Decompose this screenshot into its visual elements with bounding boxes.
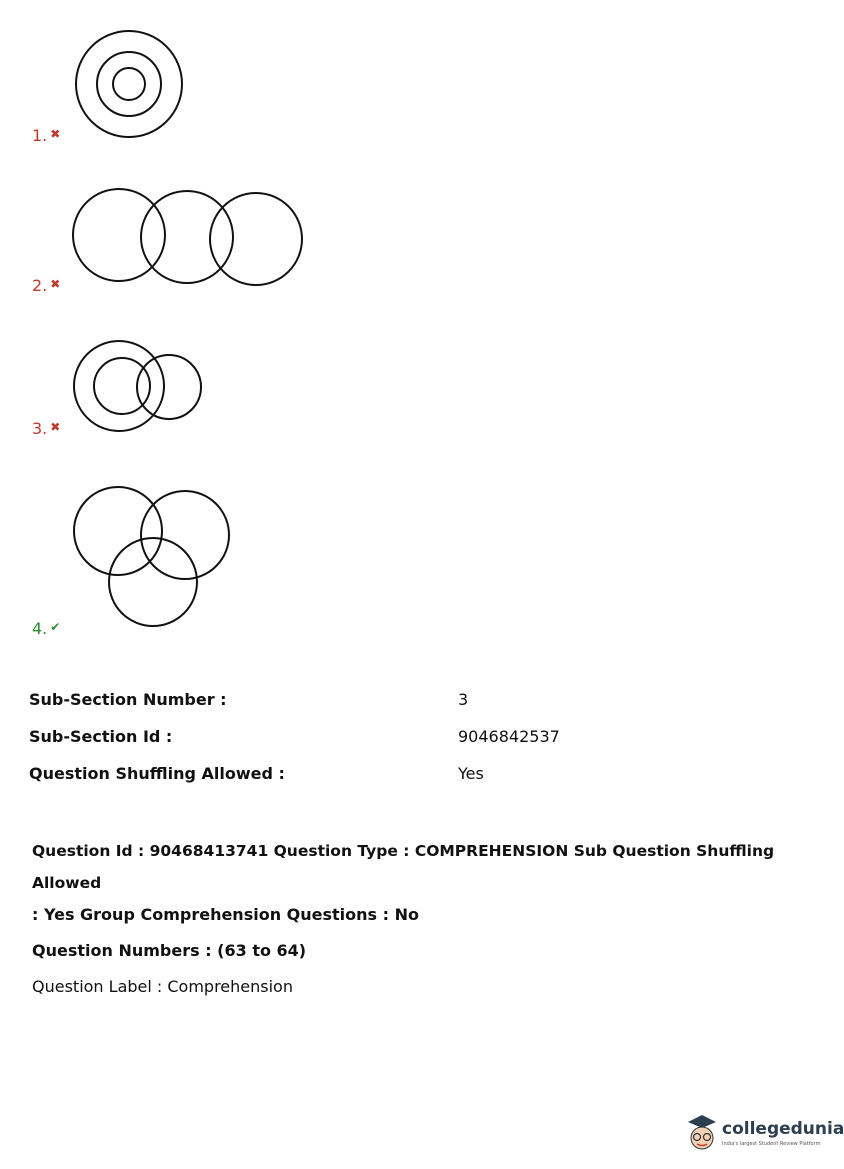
subsection-number-row — [29, 690, 469, 709]
bottom-circle — [109, 538, 197, 626]
subsection-number-value: 3 — [458, 690, 469, 709]
cross-icon: ✖ — [50, 420, 61, 434]
brand-name: collegedunia — [722, 1119, 844, 1139]
option-number: 2. — [32, 276, 48, 295]
shuffle-label: Question Shuffling Allowed : — [29, 764, 285, 783]
top-left-circle — [74, 487, 162, 575]
check-icon: ✔ — [50, 620, 61, 634]
subsection-number-label: Sub-Section Number : — [29, 690, 227, 709]
cross-icon: ✖ — [50, 277, 61, 291]
option-number: 3. — [32, 419, 48, 438]
mascot-icon — [684, 1112, 720, 1156]
option-number: 1. — [32, 126, 48, 145]
question-header-line-2: : Yes Group Comprehension Questions : No — [32, 905, 419, 924]
subsection-id-row — [29, 727, 560, 746]
option-number: 4. — [32, 619, 48, 638]
collegedunia-logo — [684, 1112, 844, 1156]
top-right-circle — [141, 491, 229, 579]
shuffle-value: Yes — [458, 764, 484, 783]
question-block — [32, 835, 812, 1003]
question-numbers: Question Numbers : (63 to 64) — [32, 941, 307, 960]
cross-icon: ✖ — [50, 127, 61, 141]
question-label: Question Label : Comprehension — [32, 977, 293, 996]
option-4-label[interactable] — [32, 619, 60, 638]
brand-tagline: India's largest Student Review Platform — [722, 1141, 821, 1147]
subsection-id-label: Sub-Section Id : — [29, 727, 173, 746]
shuffle-row — [29, 764, 484, 783]
question-header-line-1: Question Id : 90468413741 Question Type : COMPREHENSION Sub Question Shuffling Allowed — [32, 842, 775, 892]
subsection-id-value: 9046842537 — [458, 727, 560, 746]
